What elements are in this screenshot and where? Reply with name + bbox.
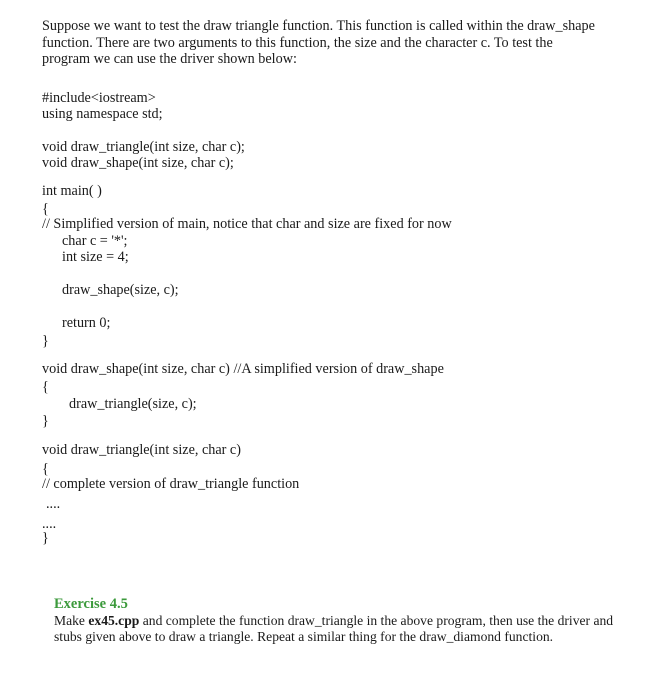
exercise-text-before: Make	[54, 613, 89, 628]
code-return-statement: return 0;	[62, 315, 111, 331]
code-draw-triangle-open-brace: {	[42, 461, 49, 477]
code-ellipsis-1: ....	[46, 496, 61, 512]
code-draw-shape-signature: void draw_shape(int size, char c) //A simplified version of draw_shape	[42, 361, 444, 377]
code-call-draw-triangle: draw_triangle(size, c);	[69, 396, 197, 412]
code-main-signature: int main( )	[42, 183, 102, 199]
code-declare-draw-shape: void draw_shape(int size, char c);	[42, 155, 234, 171]
intro-line-3: program we can use the driver shown below:	[42, 51, 297, 67]
code-declare-draw-triangle: void draw_triangle(int size, char c);	[42, 139, 245, 155]
exercise-filename: ex45.cpp	[88, 613, 140, 628]
code-include: #include<iostream>	[42, 90, 156, 106]
code-ellipsis-2: ....	[42, 516, 57, 532]
code-draw-shape-open-brace: {	[42, 379, 49, 395]
intro-line-2: function. There are two arguments to this function, the size and the character c. To test the	[42, 34, 553, 51]
code-main-open-brace: {	[42, 201, 49, 217]
exercise-text-after: and complete the function draw_triangle in the above program, then use the driver and stubs given above to draw a triangle. Repeat a similar thing for the draw_diamond function.	[54, 613, 614, 645]
exercise-instructions	[54, 613, 614, 645]
intro-line-1: Suppose we want to test the draw triangle function. This function is called within the draw_shape	[42, 18, 595, 34]
code-main-close-brace: }	[42, 333, 49, 349]
intro-paragraph	[42, 18, 632, 68]
code-main-comment: // Simplified version of main, notice that char and size are fixed for now	[42, 216, 452, 232]
code-draw-triangle-close-brace: }	[42, 530, 49, 546]
code-draw-shape-close-brace: }	[42, 413, 49, 429]
code-size-declaration: int size = 4;	[62, 249, 129, 265]
code-draw-triangle-signature: void draw_triangle(int size, char c)	[42, 442, 241, 458]
code-draw-triangle-comment: // complete version of draw_triangle function	[42, 476, 300, 492]
exercise-heading: Exercise 4.5	[54, 596, 128, 612]
code-call-draw-shape: draw_shape(size, c);	[62, 282, 179, 298]
code-using-namespace: using namespace std;	[42, 106, 163, 122]
code-char-declaration: char c = '*';	[62, 233, 128, 249]
